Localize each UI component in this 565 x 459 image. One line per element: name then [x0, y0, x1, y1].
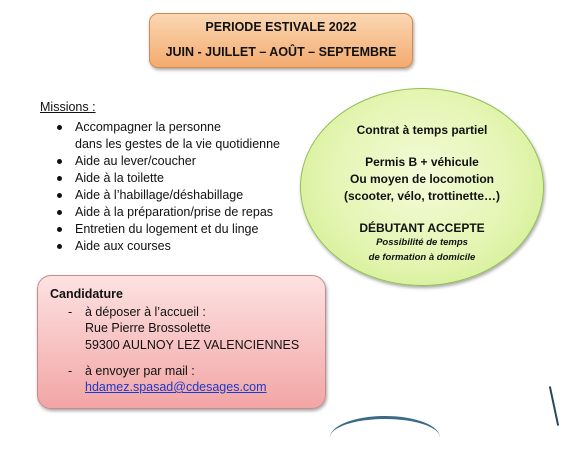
- address-city: 59300 AULNOY LEZ VALENCIENNES: [85, 338, 300, 352]
- contract-type: Contrat à temps partiel: [356, 123, 488, 137]
- training-note-line2: de formation à domicile: [368, 252, 476, 263]
- bullet-icon: [57, 227, 62, 232]
- period-months: JUIN - JUILLET – AOÛT – SEPTEMBRE: [165, 45, 397, 59]
- mission-text: Aide à la préparation/prise de repas: [75, 205, 274, 220]
- decorative-arc: [330, 416, 440, 459]
- period-title: PERIODE ESTIVALE 2022: [205, 20, 357, 34]
- mission-item: [52, 170, 302, 187]
- mission-text-continued: dans les gestes de la vie quotidienne: [75, 136, 281, 151]
- mission-text: Aide aux courses: [75, 239, 171, 254]
- bullet-icon: [57, 159, 62, 164]
- mission-item: [52, 153, 302, 170]
- locomotion-examples: (scooter, vélo, trottinette…): [343, 189, 501, 203]
- deliver-label: à déposer à l’accueil :: [85, 305, 206, 319]
- beginner-accepted: DÉBUTANT ACCEPTE: [359, 221, 485, 235]
- dash-marker: -: [68, 305, 73, 319]
- mission-item: [52, 187, 302, 204]
- missions-list: [52, 119, 302, 255]
- mission-text: Accompagner la personne: [75, 120, 221, 134]
- decorative-stroke: [549, 386, 559, 426]
- license-requirement: Permis B + véhicule: [365, 155, 479, 169]
- bullet-icon: [57, 125, 62, 130]
- training-note-line1: Possibilité de temps: [376, 237, 468, 248]
- mission-item: [52, 221, 302, 238]
- bullet-icon: [57, 176, 62, 181]
- address-street: Rue Pierre Brossolette: [85, 321, 211, 335]
- bullet-icon: [57, 244, 62, 249]
- dash-marker: -: [68, 364, 73, 378]
- mission-item: [52, 204, 302, 221]
- conditions-oval: [300, 88, 544, 286]
- mission-item: [52, 238, 302, 255]
- application-title: Candidature: [50, 287, 123, 301]
- missions-title: Missions :: [40, 100, 96, 114]
- mission-text: Entretien du logement et du linge: [75, 222, 259, 237]
- locomotion-requirement: Ou moyen de locomotion: [349, 172, 494, 186]
- application-box: [37, 275, 326, 409]
- email-link[interactable]: hdamez.spasad@cdesages.com: [85, 380, 267, 394]
- email-label: à envoyer par mail :: [85, 364, 195, 378]
- mission-text: Aide à l’habillage/déshabillage: [75, 188, 244, 203]
- period-header: [149, 13, 413, 68]
- mission-item: [52, 119, 302, 153]
- bullet-icon: [57, 210, 62, 215]
- mission-text: Aide au lever/coucher: [75, 153, 196, 168]
- bullet-icon: [57, 193, 62, 198]
- mission-text: Aide à la toilette: [75, 170, 164, 185]
